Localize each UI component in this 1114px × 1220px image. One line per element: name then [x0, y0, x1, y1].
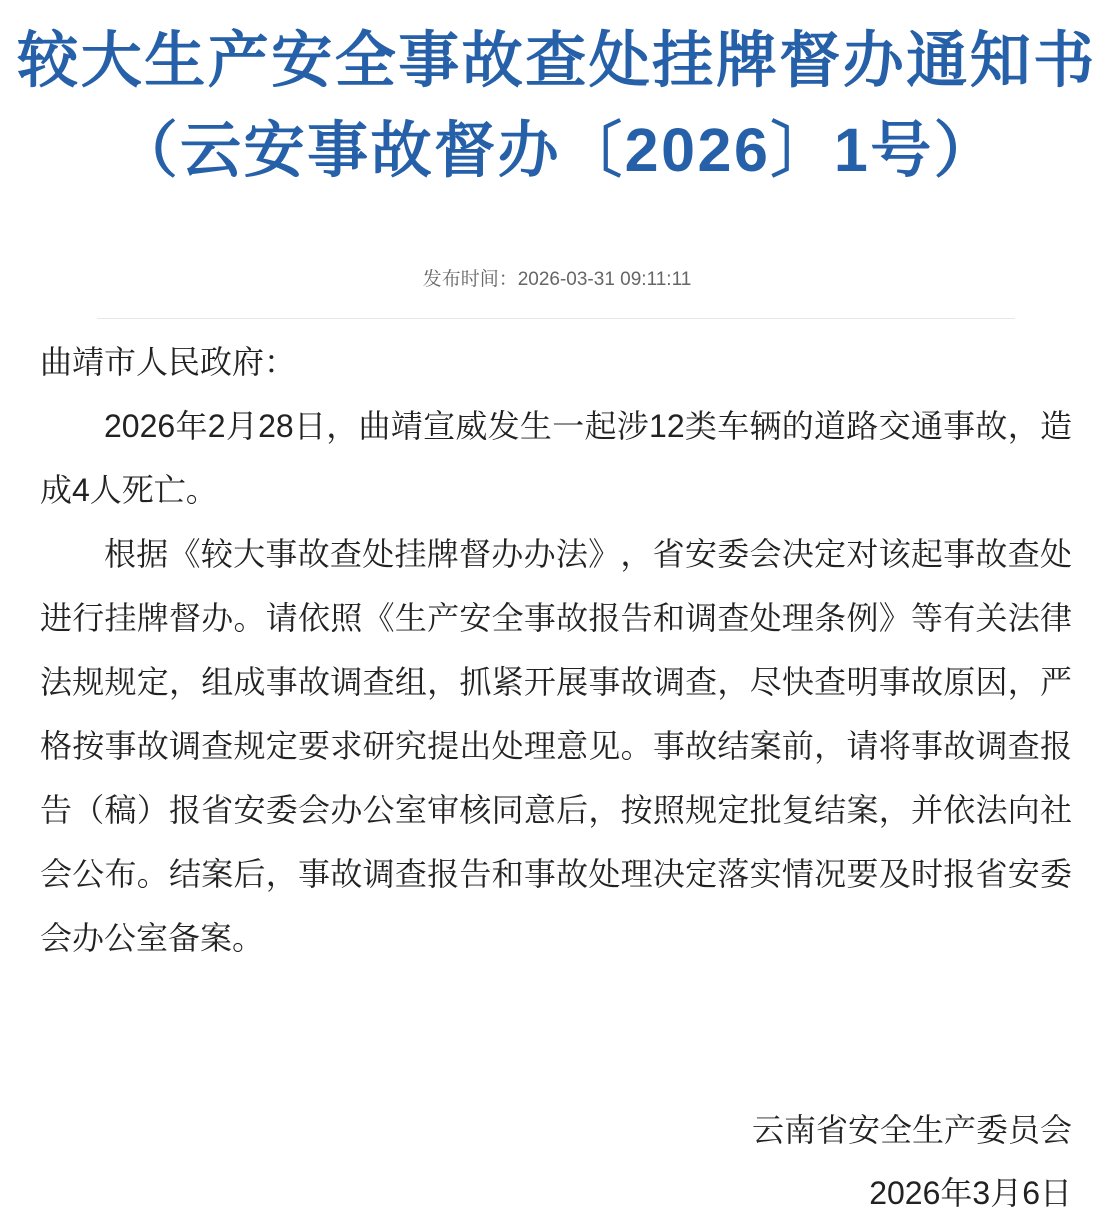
- notice-document-number: （云安事故督办〔2026〕1号）: [116, 116, 998, 184]
- salutation-recipient: 曲靖市人民政府：: [40, 344, 297, 380]
- issue-date: 2026年3月6日: [869, 1175, 1072, 1211]
- publish-time: [0, 265, 1114, 295]
- notice-title-main: 较大生产安全事故查处挂牌督办通知书: [17, 26, 1097, 94]
- signature-block: [752, 1108, 1072, 1215]
- publish-time-value: 2026-03-31 09:11:11: [517, 269, 692, 290]
- notice-body: [40, 330, 1072, 970]
- body-paragraph-2: 根据《较大事故查处挂牌督办办法》，省安委会决定对该起事故查处进行挂牌督办。请依照《生产安全事故报告和调查处理条例》等有关法律法规规定，组成事故调查组，抓紧开展事故调查，尽快查明事故原因，严格按事故调查规定要求研究提出处理意见。事故结案前，请将事故调查报告（稿）报省安委会办公室审核同意后，按照规定批复结案，并依法向社会公布。结案后，事故调查报告和事故处理决定落实情况要及时报省安委会办公室备案。: [40, 536, 1072, 956]
- notice-title: [0, 15, 1114, 195]
- issuing-organization: 云南省安全生产委员会: [751, 1112, 1072, 1148]
- body-paragraph-1: 2026年2月28日，曲靖宣威发生一起涉12类车辆的道路交通事故，造成4人死亡。: [40, 408, 1072, 508]
- publish-time-label: 发布时间：: [422, 269, 518, 290]
- header-divider: [97, 318, 1015, 319]
